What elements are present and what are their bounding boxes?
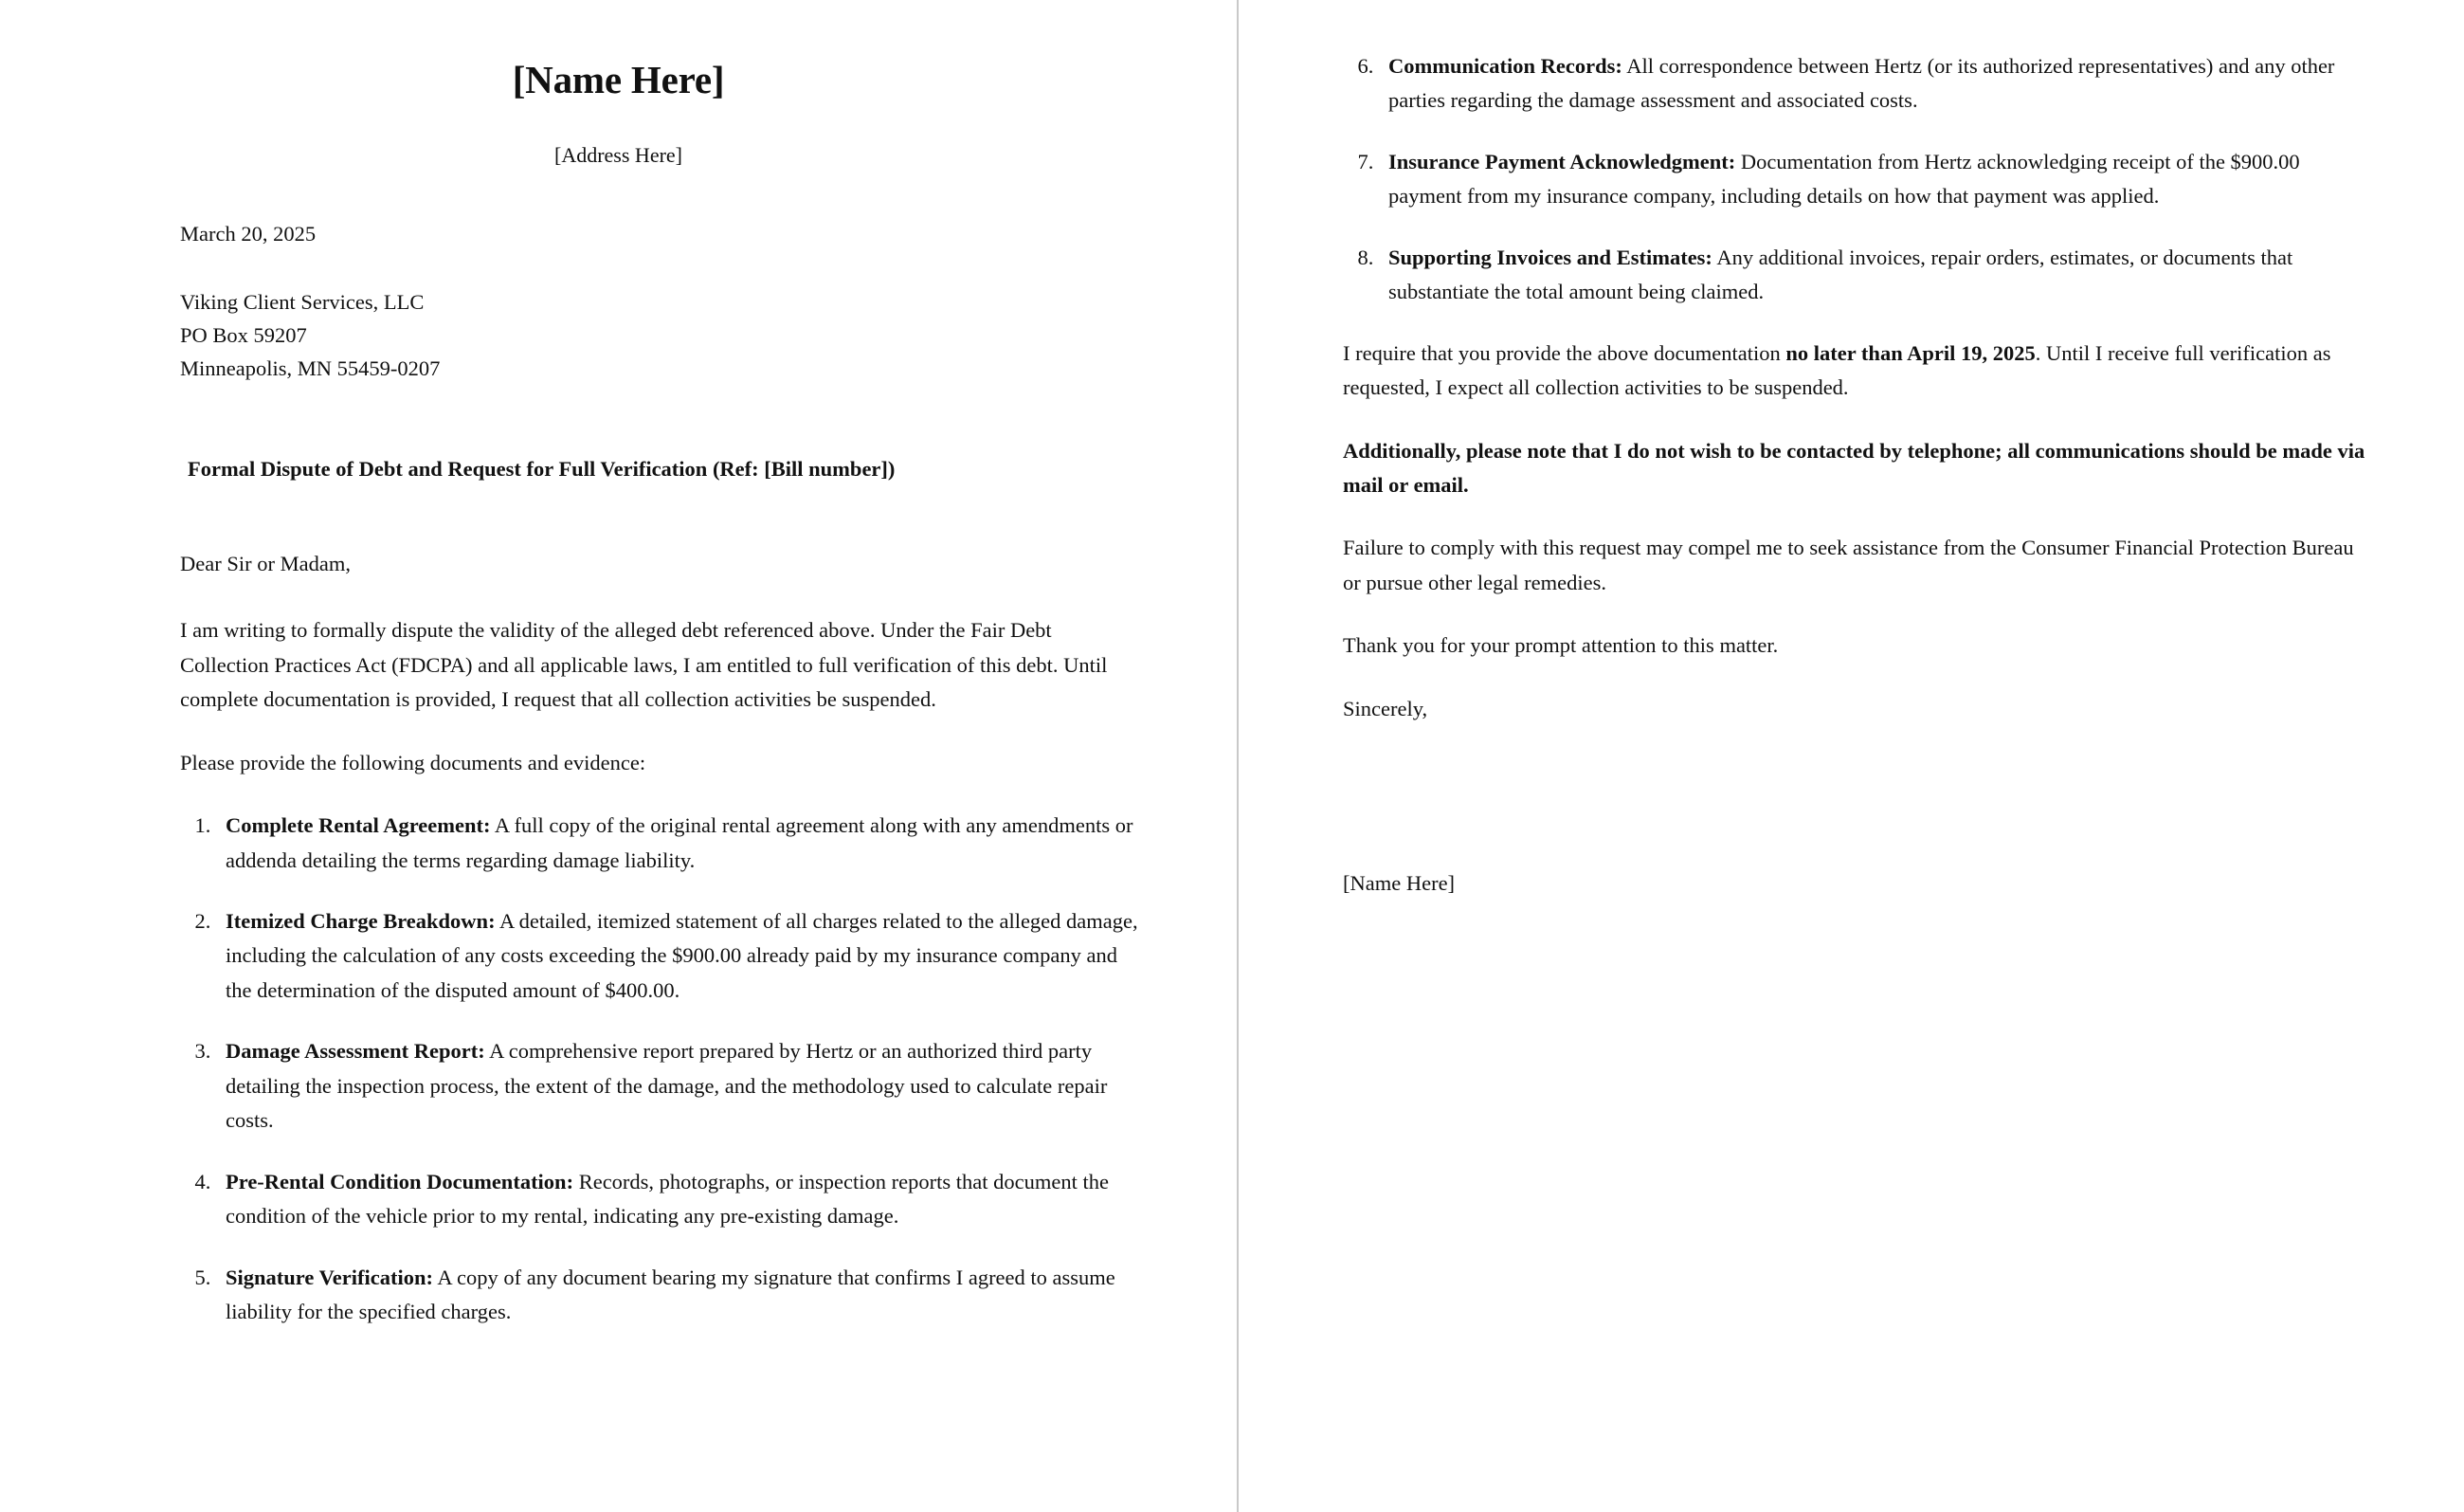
deadline-paragraph xyxy=(1343,337,2374,406)
document-request-list-part2 xyxy=(1343,49,2374,310)
list-item xyxy=(1379,241,2374,310)
list-item-text: All correspondence between Hertz (or its authorized representatives) and any other parties regarding the damage assessment and associated costs. xyxy=(1388,54,2335,113)
intro-paragraph: I am writing to formally dispute the validity of the alleged debt referenced above. Under the Fair Debt Collection Practices Act (FDCPA) and all applicable laws, I am entitled to full verification of this debt. Until complete documentation is provided, I request that all collection activities be suspended. xyxy=(180,618,1108,712)
page-title: [Name Here] xyxy=(512,58,725,101)
list-item-text: A detailed, itemized statement of all charges related to the alleged damage, including the calculation of any costs exceeding the $900.00 already paid by my insurance company and the determination of the disputed amount of $400.00. xyxy=(226,909,1138,1002)
deadline-date: no later than April 19, 2025 xyxy=(1785,340,2036,365)
signature-name: [Name Here] xyxy=(1343,871,1456,896)
list-item-text: Any additional invoices, repair orders, estimates, or documents that substantiate the total amount being claimed. xyxy=(1388,245,2293,304)
telephone-note: Additionally, please note that I do not wish to be contacted by telephone; all communications should be made via mail or email. xyxy=(1343,438,2365,497)
list-item-lead: Complete Rental Agreement: xyxy=(226,813,491,838)
list-item-lead: Damage Assessment Report: xyxy=(226,1039,485,1064)
deadline-text-part2: . Until I receive full verification as requested, I expect all collection activities to be suspended. xyxy=(1343,340,2331,400)
sender-address: [Address Here] xyxy=(554,143,682,168)
thank-you-line: Thank you for your prompt attention to this matter. xyxy=(1343,633,1779,658)
list-item-text: A comprehensive report prepared by Hertz or an authorized third party detailing the inspection process, the extent of the damage, and the methodology used to calculate repair costs. xyxy=(226,1039,1108,1133)
list-item xyxy=(216,809,1142,878)
list-item-lead: Pre-Rental Condition Documentation: xyxy=(226,1169,574,1193)
list-item-text: A copy of any document bearing my signature that confirms I agreed to assume liability for the specified charges. xyxy=(226,1265,1115,1323)
list-item xyxy=(216,1261,1142,1330)
list-item-lead: Communication Records: xyxy=(1388,54,1622,78)
document-request-list-part1 xyxy=(180,809,1142,1329)
failure-paragraph: Failure to comply with this request may compel me to seek assistance from the Consumer Financial Protection Bureau or pursue other legal remedies. xyxy=(1343,536,2354,594)
deadline-text-part1: I require that you provide the above documentation xyxy=(1343,340,1786,365)
list-item-lead: Insurance Payment Acknowledgment: xyxy=(1388,149,1736,173)
list-item-lead: Supporting Invoices and Estimates: xyxy=(1388,245,1712,269)
recipient-po-box: PO Box 59207 xyxy=(180,322,307,347)
list-item-lead: Itemized Charge Breakdown: xyxy=(226,909,496,934)
salutation: Dear Sir or Madam, xyxy=(180,551,351,575)
list-item xyxy=(216,1034,1142,1138)
list-item xyxy=(1379,145,2374,214)
subject-line: Formal Dispute of Debt and Request for Full Verification (Ref: [Bill number]) xyxy=(188,456,896,481)
request-line: Please provide the following documents and evidence: xyxy=(180,750,646,774)
letter-body-left xyxy=(0,217,1237,1329)
signature-space xyxy=(1343,755,2374,866)
recipient-city-state-zip: Minneapolis, MN 55459-0207 xyxy=(180,355,441,380)
list-item xyxy=(1379,49,2374,118)
right-page-column xyxy=(1239,0,2464,1512)
list-item-text: Records, photographs, or inspection reports that document the condition of the vehicle prior to my rental, indicating any pre-existing damage. xyxy=(226,1169,1109,1229)
letter-date: March 20, 2025 xyxy=(180,222,317,246)
recipient-company: Viking Client Services, LLC xyxy=(180,289,425,314)
recipient-block xyxy=(180,286,1142,386)
closing-line: Sincerely, xyxy=(1343,696,1428,720)
list-item-lead: Signature Verification: xyxy=(226,1265,433,1289)
list-item-text: Documentation from Hertz acknowledging receipt of the $900.00 payment from my insurance company, including details on how that payment was applied. xyxy=(1388,149,2300,209)
list-item xyxy=(216,1165,1142,1234)
list-item-text: A full copy of the original rental agreement along with any amendments or addenda detailing the terms regarding damage liability. xyxy=(226,813,1133,872)
letter-body-right xyxy=(1239,0,2464,902)
list-item xyxy=(216,904,1142,1008)
letterhead xyxy=(0,0,1237,168)
